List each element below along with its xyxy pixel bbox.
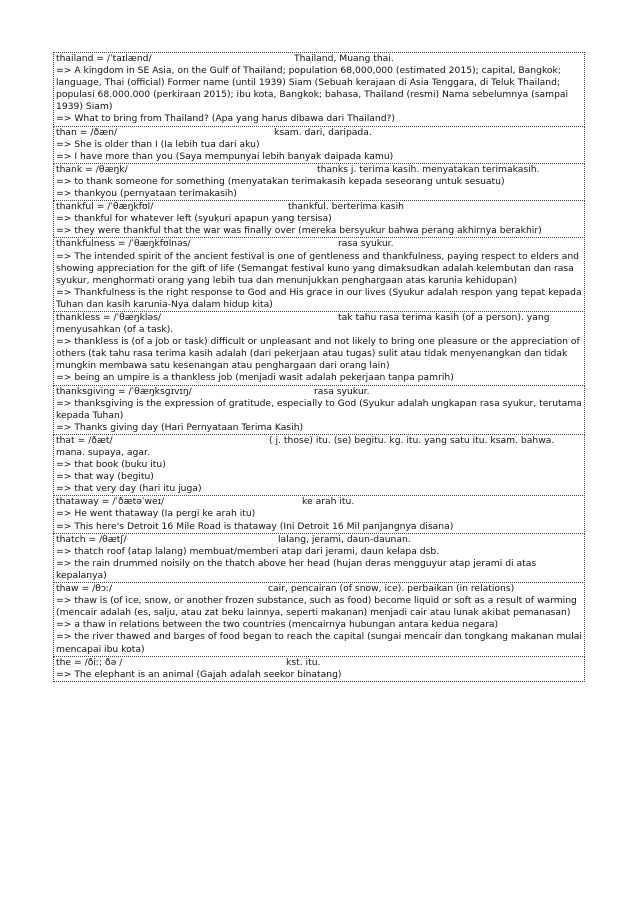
entry-example: => thanksgiving is the expression of gratitude, especially to God (Syukur adalah ungkapan rasa syukur, terutama kepada Tuhan): [56, 397, 582, 421]
entry-example: => thankful for whatever left (syukuri apapun yang tersisa): [56, 213, 332, 225]
entry-headword: thaw = /θɔː/: [56, 583, 113, 595]
entry-example: => a thaw in relations between the two countries (mencairnya hubungan antara kedua negara): [56, 619, 499, 631]
entry-header: [56, 312, 582, 336]
entry-headword: thailand = /ˈtaɪlænd/: [56, 53, 152, 64]
dictionary-entry: [53, 656, 585, 682]
entry-example: => being an umpire is a thankless job (menjadi wasit adalah pekerjaan tanpa pamrih): [56, 372, 454, 384]
entry-example: => the rain drummed noisily on the thatch above her head (hujan deras mengguyur atap jerami di atas kepalanya): [56, 557, 537, 581]
entry-header: [56, 583, 582, 595]
entry-header: [56, 496, 582, 508]
entry-meaning: ksam. dari, daripada.: [274, 126, 372, 138]
entry-header: [56, 386, 582, 398]
entry-meaning: ( j. those) itu. (se) begitu. kg. itu. yang satu itu. ksam. bahwa. mana. supaya, agar.: [56, 434, 555, 458]
entry-example: => they were thankful that the war was finally over (mereka bersyukur bahwa perang akhirnya berakhir): [56, 225, 542, 237]
entry-example: => The elephant is an animal (Gajah adalah seekor binatang): [56, 668, 342, 680]
entry-example: => thankyou (pernyataan terimakasih): [56, 188, 237, 200]
entry-header: [56, 435, 582, 459]
entry-headword: that = /ðæt/: [56, 434, 113, 446]
entry-headword: thataway = /ˈðætəˈweɪ/: [56, 496, 165, 508]
entry-example: => the river thawed and barges of food began to reach the capital (sungai mencair dan tongkang makanan mulai mencapai ibu kota): [56, 631, 582, 655]
dictionary-entry: [53, 163, 585, 201]
entry-meaning: rasa syukur.: [338, 238, 394, 250]
entry-header: [56, 238, 582, 250]
entry-headword: thankless = /ˈθæŋkləs/: [56, 311, 162, 323]
entry-example: => A kingdom in SE Asia, on the Gulf of Thailand; population 68,000,000 (estimated 2015); capital, Bangkok; language, Thai (official) Former name (until 1939) Siam (Sebuah kerajaan di Asia Tenggara, di Teluk Thailand; populasi 68.000.000 (perkiraan 2015); ibu kota, Bangkok; bahasa, Thailand (resmi) Nama sebelumnya (sampai 1939) Siam): [56, 65, 569, 113]
entry-example: => The intended spirit of the ancient festival is one of gentleness and thankfulness, paying respect to elders and showing appreciation for the gift of life (Semangat festival kuno yang dimaksudkan adalah kelembutan dan rasa syukur, menghormati orang yang lebih tua dan menunjukkan penghargaan atas karunia kehidupan): [56, 250, 579, 286]
entry-example: => I have more than you (Saya mempunyai lebih banyak daipada kamu): [56, 150, 394, 162]
entry-meaning: kst. itu.: [286, 656, 321, 668]
dictionary-entry: [53, 52, 585, 127]
entry-meaning: Thailand, Muang thai.: [294, 53, 394, 64]
dictionary-entry: [53, 126, 585, 164]
entry-example: => He went thataway (Ia pergi ke arah itu): [56, 508, 256, 520]
entry-headword: thanksgiving = /ˈθæŋksɡɪvɪŋ/: [56, 385, 192, 397]
entry-meaning: rasa syukur.: [314, 385, 370, 397]
entry-headword: thank = /θæŋk/: [56, 163, 128, 175]
dictionary-page: [53, 53, 585, 682]
entry-example: => Thankfulness is the right response to God and His grace in our lives (Syukur adalah respon yang tepat kepada Tuhan dan kasih karunia-Nya dalam hidup kita): [56, 286, 582, 310]
entry-meaning: lalang, jerami, daun-daunan.: [278, 533, 411, 545]
entry-meaning: thankful. berterima kasih: [288, 201, 404, 213]
entry-header: [56, 127, 582, 139]
entry-example: => to thank someone for something (menyatakan terimakasih kepada seseorang untuk sesuatu): [56, 175, 505, 187]
entry-example: => that way (begitu): [56, 471, 154, 483]
dictionary-entry: [53, 434, 585, 496]
entry-example: => This here's Detroit 16 Mile Road is thataway (Ini Detroit 16 Mil panjangnya disana): [56, 520, 454, 532]
dictionary-entry: [53, 311, 585, 386]
dictionary-entry: [53, 533, 585, 583]
entry-meaning: cair, pencairan (of snow, ice). perbaikan (in relations): [268, 583, 515, 595]
entry-meaning: tak tahu rasa terima kasih (of a person). yang menyusahkan (of a task).: [56, 311, 550, 336]
entry-header: [56, 164, 582, 176]
entry-example: => that book (buku itu): [56, 459, 166, 471]
dictionary-entry: [53, 582, 585, 657]
entry-meaning: thanks j. terima kasih. menyatakan terimakasih.: [317, 163, 540, 175]
entry-example: => She is older than I (Ia lebih tua dari aku): [56, 138, 260, 150]
entry-headword: than = /ðæn/: [56, 126, 118, 138]
entry-headword: thatch = /θætʃ/: [56, 533, 127, 545]
entry-header: [56, 201, 582, 213]
entry-header: [56, 53, 582, 65]
entry-example: => What to bring from Thailand? (Apa yang harus dibawa dari Thailand?): [56, 113, 396, 125]
entry-example: => Thanks giving day (Hari Pernyataan Terima Kasih): [56, 421, 304, 433]
entry-example: => thankless is (of a job or task) difficult or unpleasant and not likely to bring one pleasure or the appreciation of others (tak tahu rasa terima kasih adalah (dari pekerjaan atau tugas) sulit atau tidak menyenangkan dan tidak mungkin membawa satu kesenangan atau penghargaan dari orang lain): [56, 336, 580, 372]
entry-meaning: ke arah itu.: [302, 496, 355, 508]
entry-example: => thatch roof (atap lalang) membuat/memberi atap dari jerami, daun kelapa dsb.: [56, 545, 440, 557]
dictionary-entry: [53, 200, 585, 238]
dictionary-entry: [53, 237, 585, 312]
entry-headword: thankfulness = /ˈθæŋkfʊlnəs/: [56, 238, 191, 250]
entry-headword: the = /ðiː; ðə /: [56, 656, 123, 668]
entry-header: [56, 657, 582, 669]
entry-example: => thaw is (of ice, snow, or another frozen substance, such as food) become liquid or soft as a result of warming (mencair adalah (es, salju, atau zat beku lainnya, seperti makanan) menjadi cair atau lunak akibat pemanasan): [56, 595, 577, 619]
entry-example: => that very day (hari itu juga): [56, 483, 202, 495]
entry-headword: thankful = /ˈθæŋkfʊl/: [56, 201, 154, 213]
dictionary-entry: [53, 495, 585, 533]
entry-header: [56, 534, 582, 546]
dictionary-entry: [53, 385, 585, 435]
